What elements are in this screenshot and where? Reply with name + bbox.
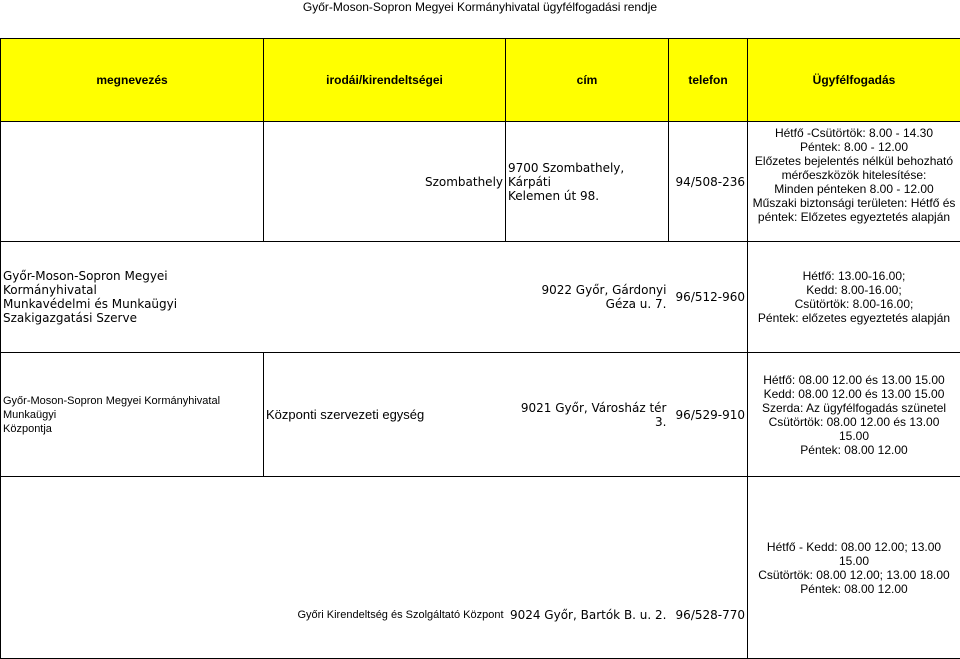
cell-hours — [748, 353, 960, 477]
header-address: cím — [506, 39, 669, 122]
cell-office: Központi szervezeti egység — [264, 353, 506, 477]
cell-office — [264, 122, 506, 242]
hours-line: Csütörtök: 08.00 12.00; 13.00 18.00 — [750, 568, 958, 582]
header-office: irodái/kirendeltségei — [264, 39, 506, 122]
hours-line: Minden pénteken 8.00 - 12.00 — [750, 182, 958, 196]
hours-line: Csütörtök: 08.00 12.00 és 13.00 — [750, 415, 958, 429]
hours-line: Csütörtök: 8.00-16.00; — [750, 297, 958, 311]
cell-hours — [748, 122, 960, 242]
hours-line: 15.00 — [750, 429, 958, 443]
hours-line: mérőeszközök hitelesítése: — [750, 168, 958, 182]
cell-address: 9024 Győr, Bartók B. u. 2. — [506, 477, 669, 659]
hours-line: Kedd: 08.00 12.00 és 13.00 15.00 — [750, 387, 958, 401]
cell-name — [1, 122, 264, 242]
cell-name — [1, 242, 264, 353]
name-line: Győr-Moson-Sopron Megyei Kormányhivatal — [3, 269, 262, 297]
cell-office: Győri Kirendeltség és Szolgáltató Központ — [264, 477, 506, 659]
table-header-row — [1, 39, 960, 122]
schedule-table — [0, 38, 960, 659]
cell-name — [1, 353, 264, 477]
name-line: Győr-Moson-Sopron Megyei Kormányhivatal Munkaügyi — [3, 394, 261, 422]
header-hours: Ügyfélfogadás — [748, 39, 960, 122]
address-line: Kelemen út 98. — [508, 189, 666, 203]
hours-line: Hétfő -Csütörtök: 8.00 - 14.30 — [750, 126, 958, 140]
hours-line: Hétfő: 13.00-16.00; — [750, 269, 958, 283]
hours-line: Péntek: 8.00 - 12.00 — [750, 140, 958, 154]
header-phone: telefon — [669, 39, 748, 122]
office-text: Szombathely — [425, 175, 503, 189]
cell-address — [506, 122, 669, 242]
table-row — [1, 477, 960, 659]
hours-line: Műszaki biztonsági területen: Hétfő és — [750, 196, 958, 210]
cell-address: 9022 Győr, Gárdonyi Géza u. 7. — [506, 242, 669, 353]
hours-line: Szerda: Az ügyfélfogadás szünetel — [750, 401, 958, 415]
hours-line: Péntek: 08.00 12.00 — [750, 582, 958, 596]
cell-address: 9021 Győr, Városház tér 3. — [506, 353, 669, 477]
hours-line: péntek: Előzetes egyeztetés alapján — [750, 210, 958, 224]
header-name: megnevezés — [1, 39, 264, 122]
name-line: Központja — [3, 422, 261, 436]
cell-hours — [748, 477, 960, 659]
hours-line: Hétfő: 08.00 12.00 és 13.00 15.00 — [750, 373, 958, 387]
cell-phone: 94/508-236 — [669, 122, 748, 242]
hours-line: Péntek: előzetes egyeztetés alapján — [750, 311, 958, 325]
cell-phone: 96/512-960 — [669, 242, 748, 353]
table-row — [1, 242, 960, 353]
hours-line: Előzetes bejelentés nélkül behozható — [750, 154, 958, 168]
document-title: Győr-Moson-Sopron Megyei Kormányhivatal ügyfélfogadási rendje — [0, 0, 960, 14]
hours-line: Kedd: 8.00-16.00; — [750, 283, 958, 297]
address-line: 9700 Szombathely, Kárpáti — [508, 161, 666, 189]
name-line: Munkavédelmi és Munkaügyi Szakigazgatási Szerve — [3, 297, 262, 325]
cell-office — [264, 242, 506, 353]
cell-hours — [748, 242, 960, 353]
hours-line: 15.00 — [750, 554, 958, 568]
cell-name — [1, 477, 264, 659]
hours-line: Péntek: 08.00 12.00 — [750, 443, 958, 457]
table-row — [1, 122, 960, 242]
hours-line: Hétfő - Kedd: 08.00 12.00; 13.00 — [750, 540, 958, 554]
cell-phone: 96/528-770 — [669, 477, 748, 659]
cell-phone: 96/529-910 — [669, 353, 748, 477]
table-row — [1, 353, 960, 477]
